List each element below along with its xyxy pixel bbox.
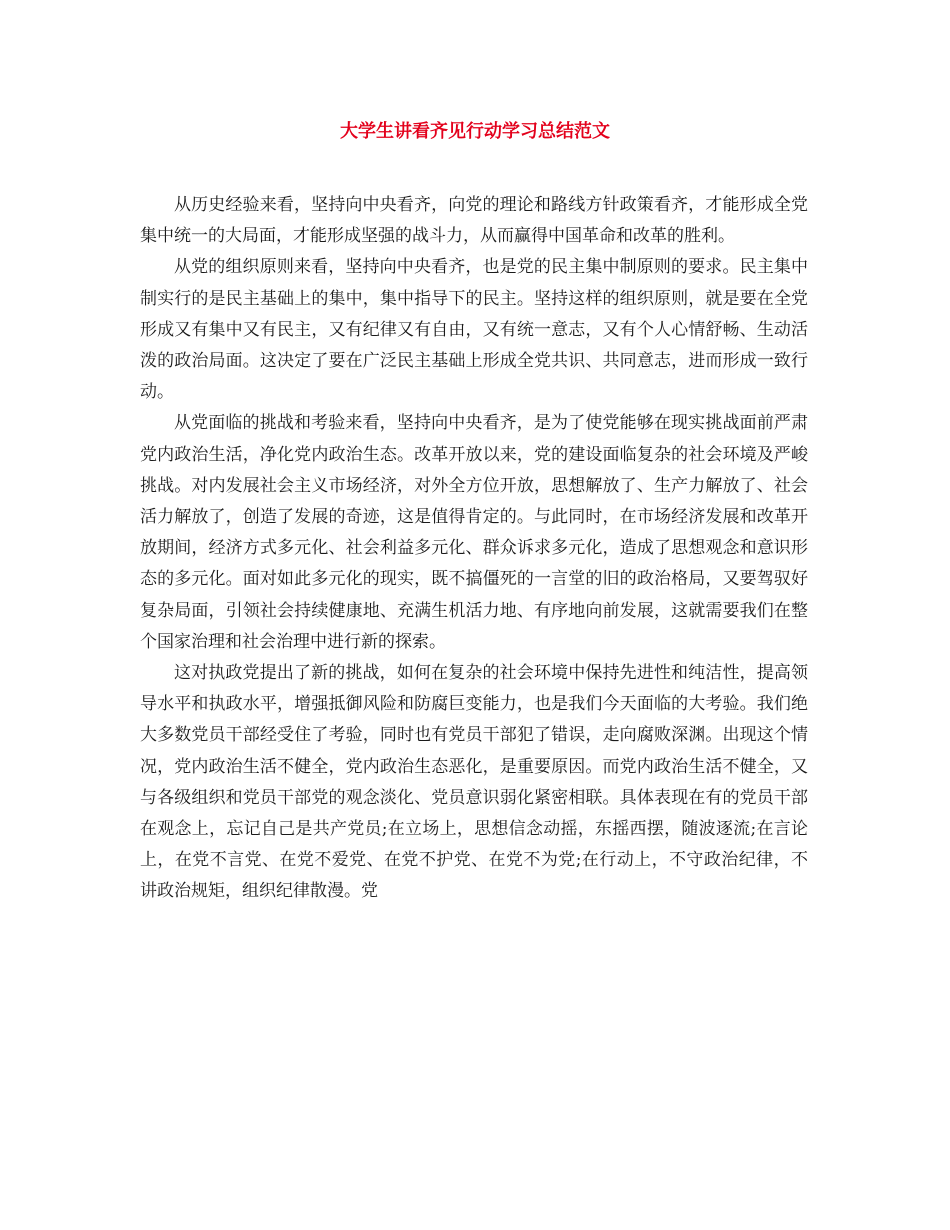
paragraph-4: 这对执政党提出了新的挑战，如何在复杂的社会环境中保持先进性和纯洁性，提高领导水平和执政水平，增强抵御风险和防腐巨变能力，也是我们今天面临的大考验。我们绝大多数党员干部经受住了考验，同时也有党员干部犯了错误，走向腐败深渊。出现这个情况，党内政治生活不健全，党内政治生态恶化，是重要原因。而党内政治生活不健全，又与各级组织和党员干部党的观念淡化、党员意识弱化紧密相联。具体表现在有的党员干部在观念上，忘记自己是共产党员;在立场上，思想信念动摇，东摇西摆，随波逐流;在言论上，在党不言党、在党不爱党、在党不护党、在党不为党;在行动上，不守政治纪律，不讲政治规矩，组织纪律散漫。党 [140, 663, 808, 902]
paragraph-3: 从党面临的挑战和考验来看，坚持向中央看齐，是为了使党能够在现实挑战面前严肃党内政治生活，净化党内政治生态。改革开放以来，党的建设面临复杂的社会环境及严峻挑战。对内发展社会主义市场经济，对外全方位开放，思想解放了、生产力解放了、社会活力解放了，创造了发展的奇迹，这是值得肯定的。与此同时，在市场经济发展和改革开放期间，经济方式多元化、社会利益多元化、群众诉求多元化，造成了思想观念和意识形态的多元化。面对如此多元化的现实，既不搞僵死的一言堂的旧的政治格局，又要驾驭好复杂局面，引领社会持续健康地、充满生机活力地、有序地向前发展，这就需要我们在整个国家治理和社会治理中进行新的探索。 [140, 413, 808, 652]
paragraph-2: 从党的组织原则来看，坚持向中央看齐，也是党的民主集中制原则的要求。民主集中制实行的是民主基础上的集中，集中指导下的民主。坚持这样的组织原则，就是要在全党形成又有集中又有民主，又有纪律又有自由，又有统一意志，又有个人心情舒畅、生动活泼的政治局面。这决定了要在广泛民主基础上形成全党共识、共同意志，进而形成一致行动。 [140, 257, 808, 403]
document-title: 大学生讲看齐见行动学习总结范文 [340, 121, 610, 142]
document-body [140, 190, 808, 908]
paragraph-1: 从历史经验来看，坚持向中央看齐，向党的理论和路线方针政策看齐，才能形成全党集中统一的大局面，才能形成坚强的战斗力，从而赢得中国革命和改革的胜利。 [140, 195, 808, 247]
